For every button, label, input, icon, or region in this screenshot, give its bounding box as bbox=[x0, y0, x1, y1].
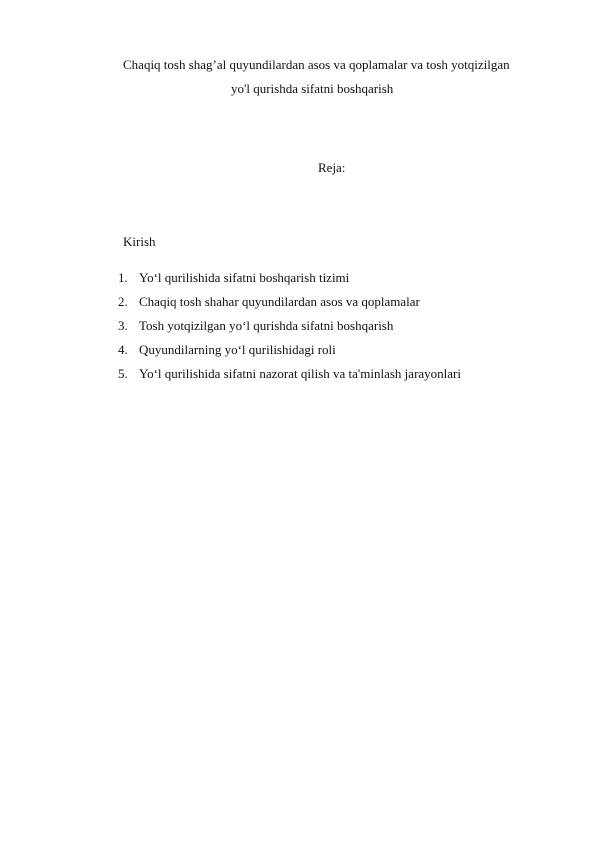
plan-item-number: 3. bbox=[118, 318, 128, 333]
plan-item bbox=[118, 294, 461, 318]
plan-item-text: Chaqiq tosh shahar quyundilardan asos va qoplamalar bbox=[139, 294, 420, 309]
plan-item bbox=[118, 270, 461, 294]
plan-item-number: 1. bbox=[118, 270, 128, 285]
plan-item bbox=[118, 318, 461, 342]
document-title-line-1: Chaqiq tosh shag’al quyundilardan asos va qoplamalar va tosh yotqizilgan bbox=[123, 57, 510, 72]
intro-label: Kirish bbox=[123, 234, 156, 249]
plan-item-number: 5. bbox=[118, 366, 128, 381]
plan-item-number: 2. bbox=[118, 294, 128, 309]
plan-item bbox=[118, 366, 461, 390]
plan-item-text: Yo‘l qurilishida sifatni nazorat qilish va ta'minlash jarayonlari bbox=[139, 366, 461, 381]
plan-item-text: Tosh yotqizilgan yo‘l qurishda sifatni boshqarish bbox=[139, 318, 394, 333]
plan-list bbox=[118, 270, 461, 390]
plan-item bbox=[118, 342, 461, 366]
plan-item-text: Quyundilarning yo‘l qurilishidagi roli bbox=[139, 342, 336, 357]
document-title-line-2: yo'l qurishda sifatni boshqarish bbox=[231, 81, 394, 96]
plan-item-number: 4. bbox=[118, 342, 128, 357]
plan-item-text: Yo‘l qurilishida sifatni boshqarish tizimi bbox=[139, 270, 350, 285]
plan-heading: Reja: bbox=[318, 160, 346, 175]
